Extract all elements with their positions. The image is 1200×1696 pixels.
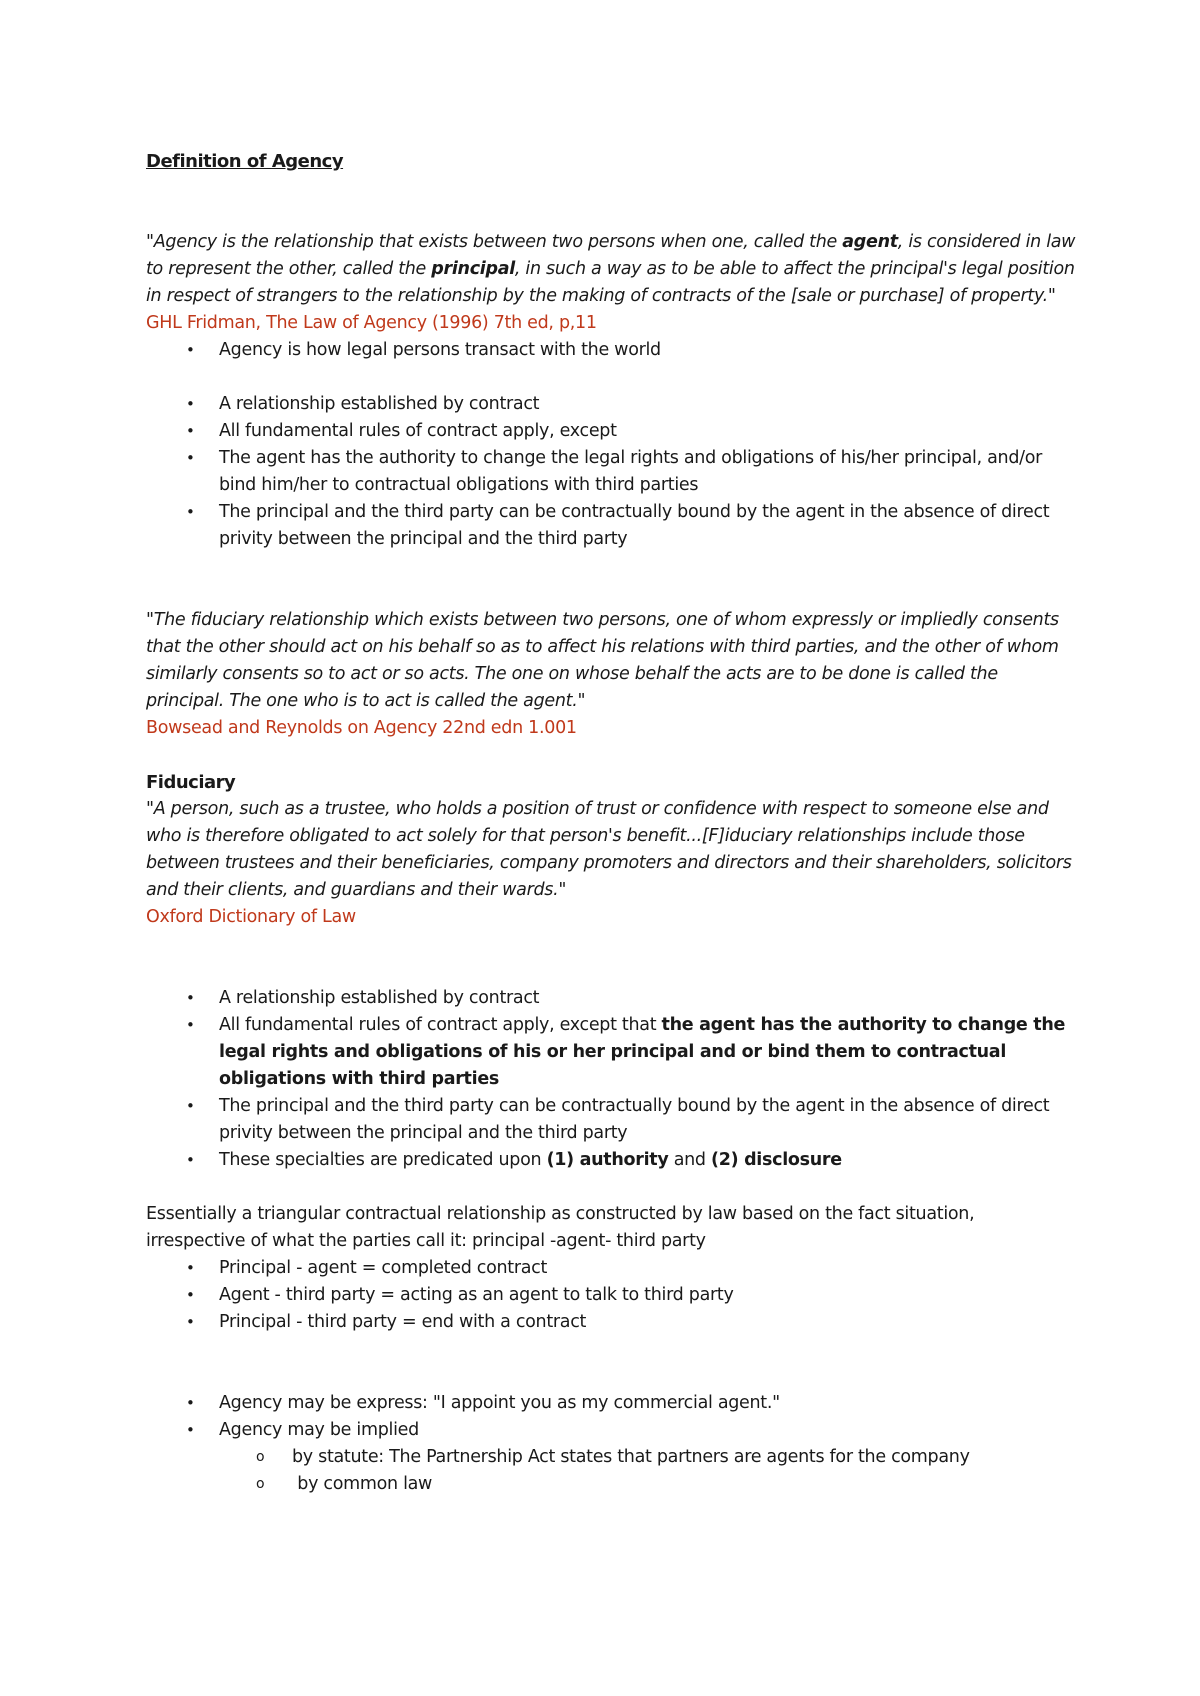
bullet-list-express-implied: [146, 1390, 1076, 1444]
list-item-text: All fundamental rules of contract apply, except that: [219, 1015, 662, 1035]
bullet-icon: •: [186, 989, 195, 1007]
keyword-principal: principal: [431, 259, 515, 279]
page-title: Definition of Agency: [146, 151, 344, 172]
list-item-text: All fundamental rules of contract apply, except: [219, 421, 617, 441]
list-item: [146, 391, 1076, 418]
list-item: [146, 1282, 1076, 1309]
quote-text: , is considered in law to represent the other, called the: [146, 232, 1076, 279]
list-item-text: These specialties are predicated upon: [219, 1150, 547, 1170]
emphasis-disclosure: (2) disclosure: [711, 1150, 842, 1170]
source-citation-oxford: Oxford Dictionary of Law: [146, 907, 356, 927]
bullet-icon: •: [186, 1421, 195, 1439]
bullet-icon: •: [186, 395, 195, 413]
bullet-icon: •: [186, 1151, 195, 1169]
list-item-text: by common law: [292, 1474, 433, 1494]
list-item-text: Agency may be express: "I appoint you as my commercial agent.": [219, 1393, 780, 1413]
list-item: [146, 418, 1076, 445]
list-item-text: The agent has the authority to change the legal rights and obligations of his/her principal, and/or bind him/her to contractual obligations with third parties: [219, 448, 1043, 495]
bullet-icon: •: [186, 341, 195, 359]
bullet-icon: •: [186, 503, 195, 521]
list-item-text: Agent - third party = acting as an agent to talk to third party: [219, 1285, 734, 1305]
list-item: [146, 1012, 1076, 1093]
sub-bullet-icon: o: [256, 1476, 265, 1492]
quote-fridman: [146, 229, 1076, 310]
document-body: [146, 148, 1076, 1498]
bullet-icon: •: [186, 1313, 195, 1331]
list-item-text: Agency is how legal persons transact with the world: [219, 340, 661, 360]
list-item: [146, 1444, 1076, 1471]
heading-fiduciary: Fiduciary: [146, 772, 236, 793]
bullet-icon: •: [186, 1016, 195, 1034]
bullet-icon: •: [186, 1286, 195, 1304]
list-item-text: Agency may be implied: [219, 1420, 419, 1440]
emphasis-authority: (1) authority: [546, 1150, 669, 1170]
bullet-list-agency: [146, 337, 1076, 364]
source-citation-fridman: GHL Fridman, The Law of Agency (1996) 7th ed, p,11: [146, 313, 597, 333]
list-item-text: and: [668, 1150, 712, 1170]
list-item-text: A relationship established by contract: [219, 394, 540, 414]
emphasis-authority-clause: the agent has the authority to change the legal rights and obligations of his or her principal and or bind them to contractual obligations with third parties: [219, 1015, 1066, 1089]
list-item: [146, 499, 1076, 553]
list-item-text: The principal and the third party can be contractually bound by the agent in the absence of direct privity between the principal and the third party: [219, 502, 1050, 549]
list-item: [146, 985, 1076, 1012]
list-item-text: by statute: The Partnership Act states that partners are agents for the company: [292, 1447, 970, 1467]
list-item-text: The principal and the third party can be contractually bound by the agent in the absence of direct privity between the principal and the third party: [219, 1096, 1050, 1143]
list-item: [146, 445, 1076, 499]
bullet-list-specialties: [146, 985, 1076, 1174]
list-item: [146, 1093, 1076, 1147]
bullet-icon: •: [186, 1259, 195, 1277]
sub-bullet-icon: o: [256, 1449, 265, 1465]
paragraph-triangular: Essentially a triangular contractual relationship as constructed by law based on the fact situation, irrespective of what the parties call it: principal -agent- third party: [146, 1204, 975, 1251]
list-item-text: Principal - third party = end with a contract: [219, 1312, 587, 1332]
bullet-list-contract: [146, 391, 1076, 553]
source-citation-bowstead: Bowsead and Reynolds on Agency 22nd edn 1.001: [146, 718, 577, 738]
quote-text: "Agency is the relationship that exists between two persons when one, called the: [146, 232, 843, 252]
sub-bullet-list-implied: [146, 1444, 1076, 1498]
list-item: [146, 1417, 1076, 1444]
list-item: [146, 1471, 1076, 1498]
bullet-list-triangle: [146, 1255, 1076, 1336]
bullet-icon: •: [186, 1394, 195, 1412]
list-item: [146, 1255, 1076, 1282]
list-item: [146, 1147, 1076, 1174]
list-item-text: Principal - agent = completed contract: [219, 1258, 548, 1278]
list-item: [146, 337, 1076, 364]
list-item: [146, 1309, 1076, 1336]
quote-text: , in such a way as to be able to affect the principal's legal position in respect of strangers to the relationship by the making of contracts of the [sale or purchase] of property.": [146, 259, 1075, 306]
quote-bowstead: "The fiduciary relationship which exists between two persons, one of whom expressly or impliedly consents that the other should act on his behalf so as to affect his relations with third parties, and the other of whom similarly consents so to act or so acts. The one on whose behalf the acts are to be done is called the principal. The one who is to act is called the agent.": [146, 610, 1059, 711]
list-item: [146, 1390, 1076, 1417]
bullet-icon: •: [186, 449, 195, 467]
bullet-icon: •: [186, 1097, 195, 1115]
quote-oxford: "A person, such as a trustee, who holds a position of trust or confidence with respect to someone else and who is therefore obligated to act solely for that person's benefit...[F]iduciary relationships include those between trustees and their beneficiaries, company promoters and directors and their shareholders, solicitors and their clients, and guardians and their wards.": [146, 799, 1072, 900]
bullet-icon: •: [186, 422, 195, 440]
keyword-agent: agent: [842, 232, 898, 252]
list-item-text: A relationship established by contract: [219, 988, 540, 1008]
